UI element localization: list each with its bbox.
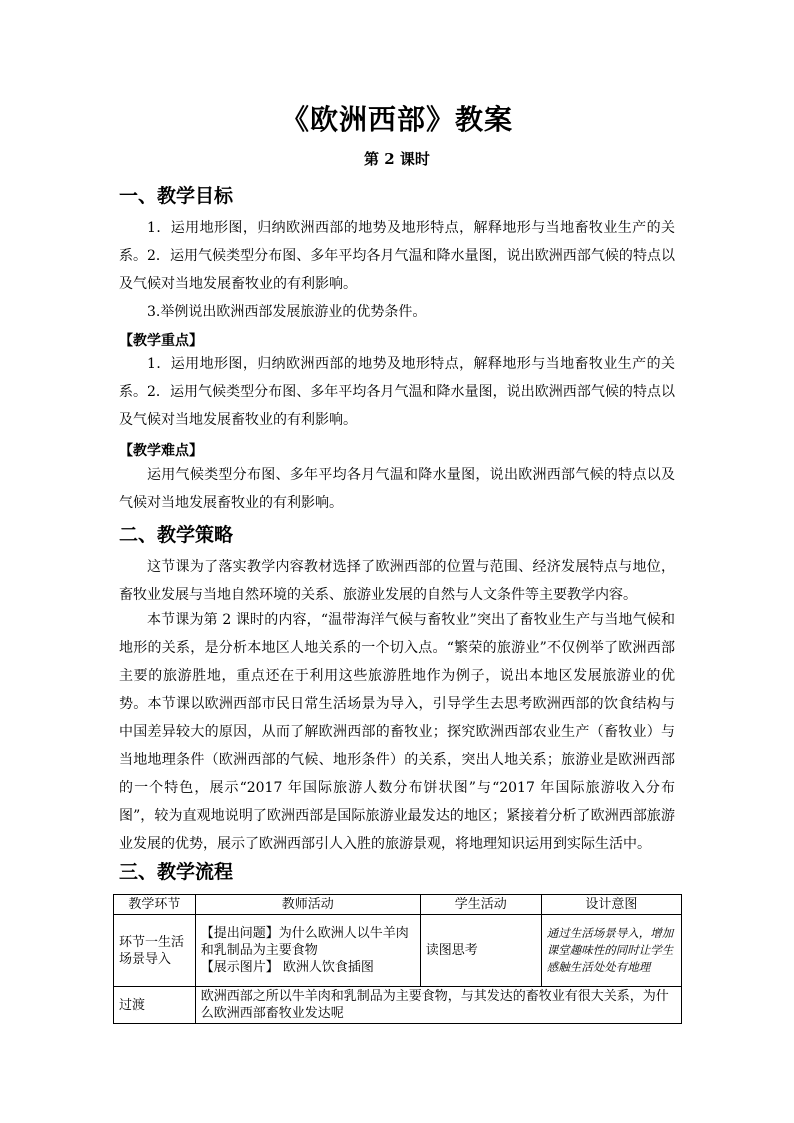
stage-cell: 环节一生活场景导入 <box>114 915 196 987</box>
teacher-activity-cell <box>195 915 420 987</box>
teacher-activity-question: 【提出问题】为什么欧洲人以牛羊肉和乳制品为主要食物 <box>200 926 409 958</box>
key-point-2: 2．运用气候类型分布图、多年平均各月气温和降水量图，说出欧洲西部气候的特点以及气候对当地发展畜牧业的有利影响。 <box>119 384 675 428</box>
student-activity-cell: 读图思考 <box>420 915 541 987</box>
document-title: 《欧洲西部》教案 <box>280 103 513 136</box>
teacher-activity-picture: 【展示图片】 欧洲人饮食插图 <box>200 960 374 975</box>
goal-2: 2．运用气候类型分布图、多年平均各月气温和降水量图，说出欧洲西部气候的特点以及气候对当地发展畜牧业的有利影响。 <box>119 248 675 292</box>
table-row <box>114 915 682 987</box>
strategy-paragraph-2: 本节课为第 2 课时的内容，“温带海洋气候与畜牧业”突出了畜牧业生产与当地气候和地形的关系，是分析本地区人地关系的一个切入点。“繁荣的旅游业”不仅例举了欧洲西部主要的旅游胜地，重点还在于利用这些旅游胜地作为例子，说出本地区发展旅游业的优势。本节课以欧洲西部市民日常生活场景为导入，引导学生去思考欧洲西部的饮食结构与中国差异较大的原因，从而了解欧洲西部的畜牧业；探究欧洲西部农业生产（畜牧业）与当地地理条件（欧洲西部的气候、地形条件）的关系，突出人地关系；旅游业是欧洲西部的一个特色，展示“2017 年国际旅游人数分布饼状图”与“2017 年国际旅游收入分布图”，较为直观地说明了欧洲西部是国际旅游业最发达的地区；紧接着分析了欧洲西部旅游业发展的优势，展示了欧洲西部引人入胜的旅游景观，将地理知识运用到实际生活中。 <box>119 612 675 852</box>
table-header-row <box>114 895 682 915</box>
key-points-label: 【教学重点】 <box>119 333 203 349</box>
goal-1: 1．运用地形图，归纳欧洲西部的地势及地形特点，解释地形与当地畜牧业生产的关系。 <box>119 220 675 264</box>
design-intent-cell: 通过生活场景导入，增加课堂趣味性的同时让学生感触生活处处有地理 <box>541 915 681 987</box>
header-teacher: 教师活动 <box>195 895 420 915</box>
transition-cell: 欧洲西部之所以牛羊肉和乳制品为主要食物，与其发达的畜牧业有很大关系，为什么欧洲西部畜牧业发达呢 <box>195 987 681 1024</box>
document-subtitle: 第 2 课时 <box>364 150 430 168</box>
difficulty-label: 【教学难点】 <box>119 443 203 459</box>
table-row <box>114 987 682 1024</box>
section-heading-strategy: 二、教学策略 <box>119 524 234 546</box>
teaching-flow-table <box>113 894 682 1024</box>
stage-cell: 过渡 <box>114 987 196 1024</box>
difficulty-text: 运用气候类型分布图、多年平均各月气温和降水量图，说出欧洲西部气候的特点以及气候对当地发展畜牧业的有利影响。 <box>119 467 675 511</box>
header-stage: 教学环节 <box>114 895 196 915</box>
section-heading-goals: 一、教学目标 <box>119 185 234 207</box>
section-heading-flow: 三、教学流程 <box>119 861 234 883</box>
goal-3: 3.举例说出欧洲西部发展旅游业的优势条件。 <box>147 304 427 320</box>
header-intent: 设计意图 <box>541 895 681 915</box>
key-point-1: 1．运用地形图，归纳欧洲西部的地势及地形特点，解释地形与当地畜牧业生产的关系。 <box>119 356 675 400</box>
strategy-paragraph-1: 这节课为了落实教学内容教材选择了欧洲西部的位置与范围、经济发展特点与地位，畜牧业发展与当地自然环境的关系、旅游业发展的自然与人文条件等主要教学内容。 <box>119 559 675 603</box>
header-student: 学生活动 <box>420 895 541 915</box>
